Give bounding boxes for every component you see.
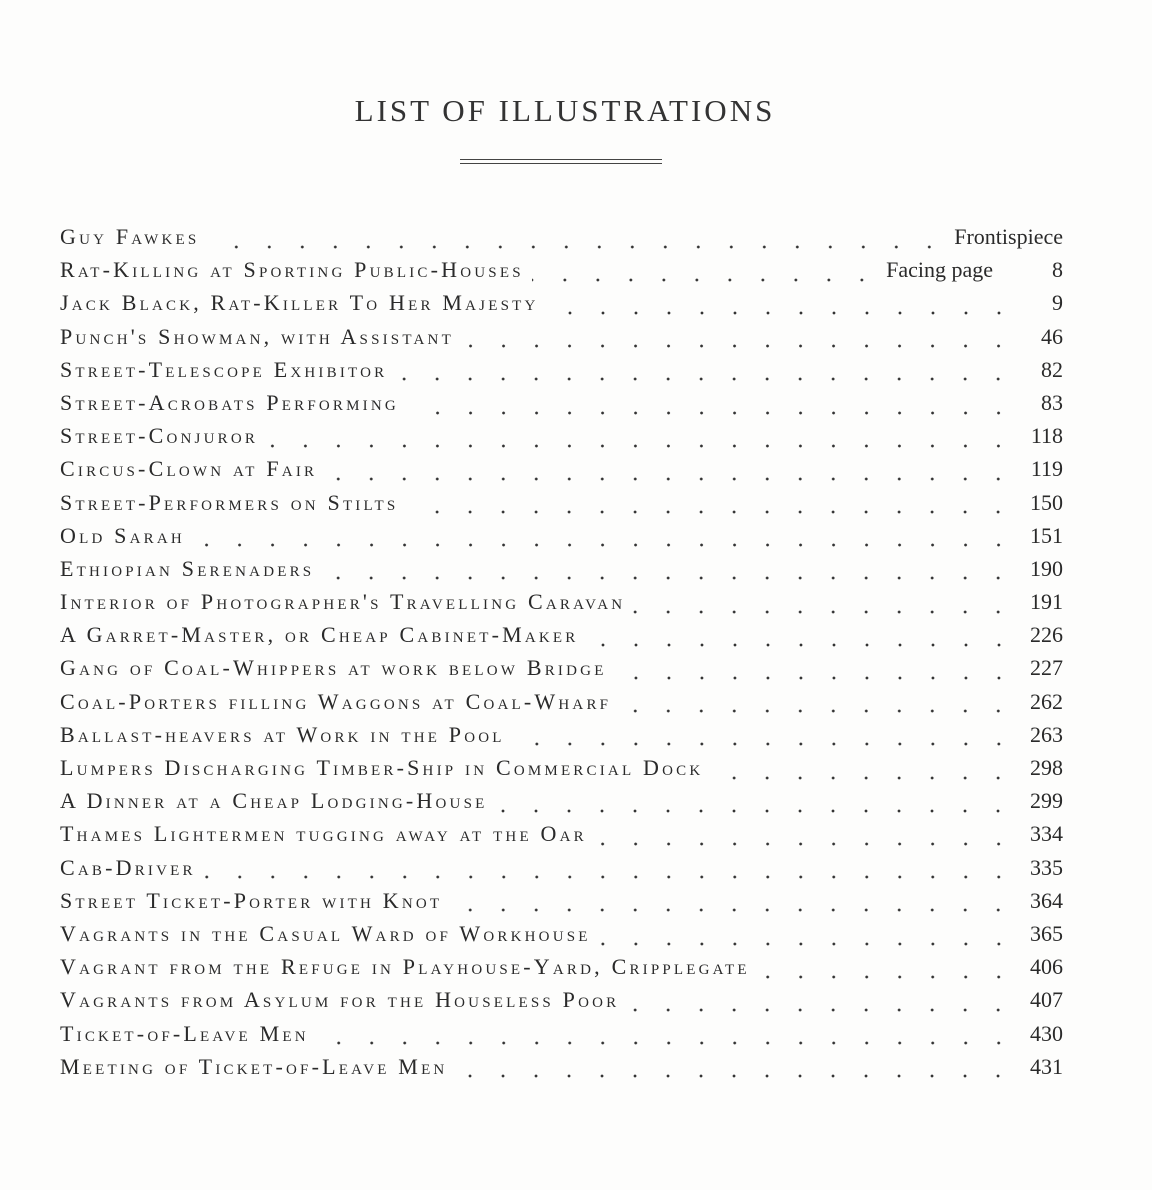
illustration-title: Guy Fawkes: [60, 224, 200, 249]
illustration-title: Vagrants from Asylum for the Houseless Poor: [60, 987, 620, 1013]
page-number: 335: [1030, 854, 1063, 880]
list-item: [60, 523, 1063, 556]
dot-leader: [711, 776, 1015, 780]
list-item: [60, 655, 1063, 688]
page-number: 9: [1052, 290, 1063, 316]
illustration-title: Vagrants in the Casual Ward of Workhouse: [60, 920, 591, 946]
list-item: [60, 456, 1063, 489]
list-item: [60, 589, 1063, 622]
illustrations-list: [60, 224, 1063, 1087]
illustration-title: Street Ticket-Porter with Knot: [60, 887, 443, 913]
illustration-title: Lumpers Discharging Timber-Ship in Commercial Dock: [60, 755, 704, 780]
dot-leader: [513, 742, 1015, 746]
dot-leader: [462, 344, 1015, 348]
page-number: 431: [1030, 1053, 1063, 1079]
illustration-title: Street-Acrobats Performing: [60, 389, 399, 415]
illustration-title: Interior of Photographer's Travelling Caravan: [60, 589, 626, 615]
facing-page-label: Facing page: [886, 257, 993, 283]
list-item: [60, 390, 1063, 423]
page-number: 119: [1030, 456, 1063, 482]
illustration-title: Meeting of Ticket-of-Leave Men: [60, 1053, 448, 1079]
page-number: 263: [1030, 721, 1063, 747]
page-number: 298: [1030, 755, 1063, 780]
page-number: 83: [1041, 389, 1063, 415]
list-item: [60, 556, 1063, 589]
illustration-title: Punch's Showman, with Assistant: [60, 323, 454, 349]
illustration-title: Gang of Coal-Whippers at work below Bridge: [60, 655, 607, 681]
dot-leader: [758, 975, 1015, 979]
list-item: [60, 855, 1063, 888]
illustration-title: Jack Black, Rat-Killer To Her Majesty: [60, 290, 539, 316]
list-item: [60, 324, 1063, 357]
dot-leader: [407, 411, 1015, 415]
list-item: [60, 1021, 1063, 1054]
illustration-title: A Garret-Master, or Cheap Cabinet-Maker: [60, 622, 579, 648]
dot-leader: [595, 842, 1015, 846]
dot-leader: [532, 278, 878, 282]
list-item: [60, 888, 1063, 921]
illustration-title: Ticket-of-Leave Men: [60, 1020, 309, 1046]
page-number: 406: [1030, 954, 1063, 980]
dot-leader: [547, 311, 1015, 315]
dot-leader: [207, 245, 946, 249]
dot-leader: [615, 676, 1015, 680]
page-number: 334: [1030, 821, 1063, 847]
dot-leader: [619, 709, 1015, 713]
page-number: 226: [1030, 622, 1063, 648]
illustration-title: Ballast-heavers at Work in the Pool: [60, 721, 505, 747]
list-item: [60, 224, 1063, 257]
dot-leader: [599, 942, 1015, 946]
dot-leader: [627, 1008, 1015, 1012]
double-rule-divider: [460, 159, 662, 164]
list-item: [60, 755, 1063, 788]
list-item: [60, 954, 1063, 987]
page-number: 430: [1030, 1020, 1063, 1046]
list-item: [60, 1054, 1063, 1087]
page-number: 190: [1030, 555, 1063, 581]
illustration-title: Street-Telescope Exhibitor: [60, 356, 388, 382]
page-number: Frontispiece: [954, 224, 1063, 249]
list-item: [60, 722, 1063, 755]
list-item: [60, 490, 1063, 523]
dot-leader: [406, 510, 1015, 514]
illustration-title: Thames Lightermen tugging away at the Oar: [60, 821, 587, 847]
illustration-title: Ethiopian Serenaders: [60, 555, 315, 581]
illustration-title: Vagrant from the Refuge in Playhouse-Yard, Cripplegate: [60, 954, 750, 980]
list-item: [60, 987, 1063, 1020]
dot-leader: [317, 1041, 1015, 1045]
illustration-title: Cab-Driver: [60, 854, 196, 880]
dot-leader: [495, 809, 1015, 813]
dot-leader: [450, 908, 1015, 912]
list-item: [60, 788, 1063, 821]
dot-leader: [266, 444, 1015, 448]
dot-leader: [193, 543, 1015, 547]
page-number: 407: [1030, 987, 1063, 1013]
list-item: [60, 257, 1063, 290]
page-number: 364: [1030, 887, 1063, 913]
dot-leader: [395, 377, 1015, 381]
dot-leader: [633, 610, 1015, 614]
illustration-title: A Dinner at a Cheap Lodging-House: [60, 788, 488, 814]
dot-leader: [587, 643, 1016, 647]
list-item: [60, 821, 1063, 854]
page-number: 150: [1030, 489, 1063, 515]
list-item: [60, 622, 1063, 655]
page-number: 151: [1030, 522, 1063, 548]
page-title: LIST OF ILLUSTRATIONS: [354, 92, 776, 128]
dot-leader: [322, 576, 1015, 580]
page-number: 191: [1030, 589, 1063, 615]
page-number: 365: [1030, 920, 1063, 946]
illustration-title: Street-Conjuror: [60, 423, 259, 449]
illustration-title: Coal-Porters filling Waggons at Coal-Wharf: [60, 688, 612, 714]
illustration-title: Street-Performers on Stilts: [60, 489, 399, 515]
dot-leader: [325, 477, 1015, 481]
page-number: 8: [1052, 257, 1063, 283]
list-item: [60, 357, 1063, 390]
page-number: 118: [1030, 423, 1063, 449]
list-item: [60, 689, 1063, 722]
illustration-title: Rat-Killing at Sporting Public-Houses: [60, 257, 524, 283]
page-number: 299: [1030, 788, 1063, 814]
list-item: [60, 921, 1063, 954]
list-item: [60, 423, 1063, 456]
page-number: 46: [1041, 323, 1063, 349]
dot-leader: [204, 875, 1015, 879]
illustration-title: Old Sarah: [60, 522, 185, 548]
page-number: 262: [1030, 688, 1063, 714]
illustration-title: Circus-Clown at Fair: [60, 456, 318, 482]
dot-leader: [455, 1074, 1015, 1078]
page-number: 227: [1030, 655, 1063, 681]
list-item: [60, 290, 1063, 323]
page-number: 82: [1041, 356, 1063, 382]
